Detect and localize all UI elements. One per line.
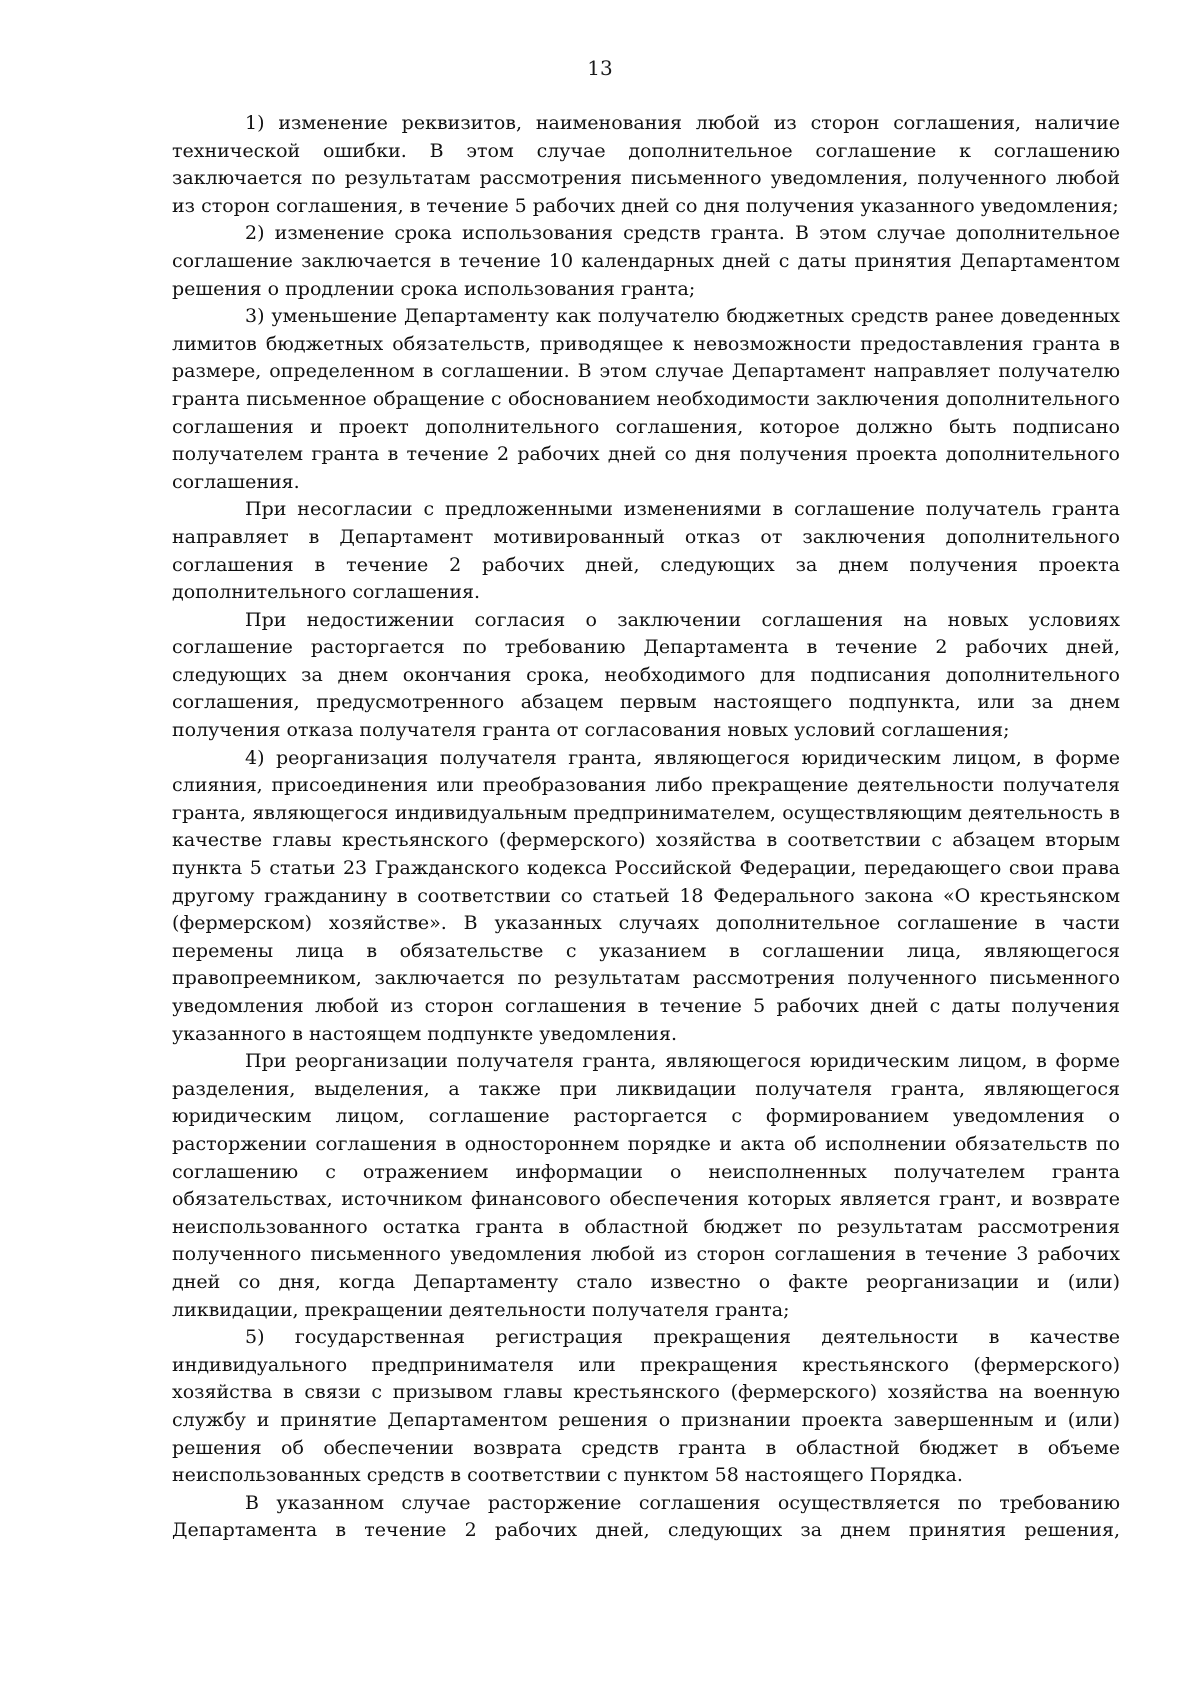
paragraph-2: 2) изменение срока использования средств гранта. В этом случае дополнительное соглашение заключается в течение 10 календарных дней с даты принятия Департаментом решения о продлении срока использования гранта; <box>172 222 1120 300</box>
paragraph-1: 1) изменение реквизитов, наименования любой из сторон соглашения, наличие технической ошибки. В этом случае дополнительное соглашение к соглашению заключается по результатам рассмотрения письменного уведомления, полученного любой из сторон соглашения, в течение 5 рабочих дней со дня получения указанного уведомления; <box>172 112 1120 217</box>
paragraph-9: В указанном случае расторжение соглашения осуществляется по требованию Департамента в течение 2 рабочих дней, следующих за днем принятия решения, <box>172 1491 1120 1542</box>
paragraph-7: При реорганизации получателя гранта, являющегося юридическим лицом, в форме разделения, выделения, а также при ликвидации получателя гранта, являющегося юридическим лицом, соглашение расторгается с формированием уведомления о расторжении соглашения в одностороннем порядке и акта об исполнении обязательств по соглашению с отражением информации о неисполненных получателем гранта обязательствах, источником финансового обеспечения которых является грант, и возврате неиспользованного остатка гранта в областной бюджет по результатам рассмотрения полученного письменного уведомления любой из сторон соглашения в течение 3 рабочих дней со дня, когда Департаменту стало известно о факте реорганизации и (или) ликвидации, прекращении деятельности получателя гранта; <box>172 1050 1120 1321</box>
paragraph-6: 4) реорганизация получателя гранта, являющегося юридическим лицом, в форме слияния, присоединения или преобразования либо прекращение деятельности получателя гранта, являющегося индивидуальным предпринимателем, осуществляющим деятельность в качестве главы крестьянского (фермерского) хозяйства в соответствии с абзацем вторым пункта 5 статьи 23 Гражданского кодекса Российской Федерации, передающего свои права другому гражданину в соответствии со статьей 18 Федерального закона «О крестьянском (фермерском) хозяйстве». В указанных случаях дополнительное соглашение в части перемены лица в обязательстве с указанием в соглашении лица, являющегося правопреемником, заключается по результатам рассмотрения полученного письменного уведомления любой из сторон соглашения в течение 5 рабочих дней с даты получения указанного в настоящем подпункте уведомления. <box>172 746 1120 1045</box>
document-body <box>172 110 1120 1545</box>
paragraph-4: При несогласии с предложенными изменениями в соглашение получатель гранта направляет в Департамент мотивированный отказ от заключения дополнительного соглашения в течение 2 рабочих дней, следующих за днем получения проекта дополнительного соглашения. <box>172 498 1120 604</box>
paragraph-8: 5) государственная регистрация прекращения деятельности в качестве индивидуального предпринимателя или прекращения крестьянского (фермерского) хозяйства в связи с призывом главы крестьянского (фермерского) хозяйства на военную службу и принятие Департаментом решения о признании проекта завершенным и (или) решения об обеспечении возврата средств гранта в областной бюджет в объеме неиспользованных средств в соответствии с пунктом 58 настоящего Порядка. <box>172 1326 1120 1487</box>
paragraph-5: При недостижении согласия о заключении соглашения на новых условиях соглашение расторгается по требованию Департамента в течение 2 рабочих дней, следующих за днем окончания срока, необходимого для подписания дополнительного соглашения, предусмотренного абзацем первым настоящего подпункта, или за днем получения отказа получателя гранта от согласования новых условий соглашения; <box>172 608 1120 742</box>
page-number: 13 <box>587 56 613 80</box>
paragraph-3: 3) уменьшение Департаменту как получателю бюджетных средств ранее доведенных лимитов бюджетных обязательств, приводящее к невозможности предоставления гранта в размере, определенном в соглашении. В этом случае Департамент направляет получателю гранта письменное обращение с обоснованием необходимости заключения дополнительного соглашения и проект дополнительного соглашения, которое должно быть подписано получателем гранта в течение 2 рабочих дней со дня получения проекта дополнительного соглашения. <box>172 305 1120 493</box>
